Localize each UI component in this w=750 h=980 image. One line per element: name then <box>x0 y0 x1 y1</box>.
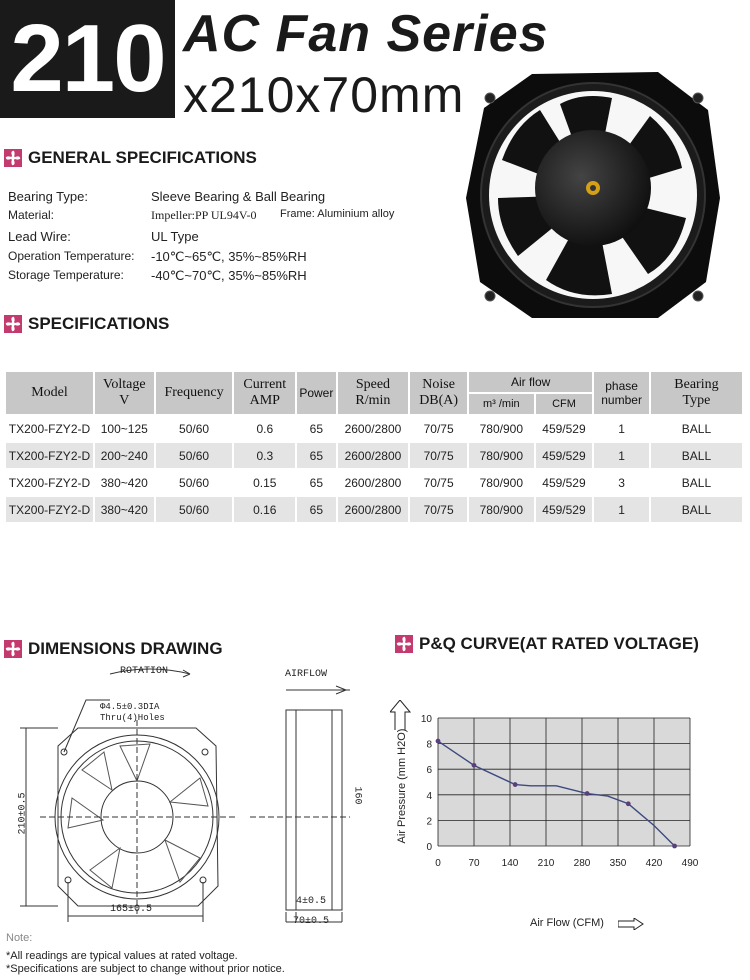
col-frequency: Frequency <box>156 372 233 414</box>
col-phase: phase number <box>594 372 649 414</box>
cell-airflow-cfm: 459/529 <box>542 475 586 490</box>
col-airflow-m3: m³ /min <box>469 394 534 414</box>
spec-row-lead-wire <box>8 229 448 245</box>
cell-speed: 2600/2800 <box>344 421 402 436</box>
cell-model: TX200-FZY2-D <box>8 421 91 436</box>
cell-current: 0.15 <box>253 475 277 490</box>
x-tick-label: 490 <box>681 858 699 869</box>
spec-value: -40℃~70℃, 35%~85%RH <box>151 268 307 283</box>
cell-bearing: BALL <box>651 497 742 522</box>
cell-power: 65 <box>309 475 324 490</box>
x-axis-arrow-icon <box>618 918 644 930</box>
cell-noise: 70/75 <box>410 443 467 468</box>
data-point <box>436 739 441 744</box>
dim-4-label: 4±0.5 <box>296 896 327 907</box>
col-voltage: Voltage V <box>95 372 154 414</box>
cell-current: 0.6 <box>256 421 274 436</box>
spec-value-secondary: Frame: Aluminium alloy <box>280 208 395 220</box>
y-tick-label: 4 <box>426 790 432 802</box>
spec-label: Operation Temperature: <box>8 249 135 263</box>
spec-value: Impeller:PP UL94V-0 <box>151 208 257 222</box>
spec-label: Bearing Type: <box>8 189 88 204</box>
cell-frequency: 50/60 <box>179 421 210 436</box>
col-airflow: Air flow <box>469 372 592 392</box>
spec-row-bearing <box>8 189 448 205</box>
cell-current: 0.3 <box>234 443 295 468</box>
holes-text-2: Thru(4)Holes <box>100 713 165 723</box>
note-line-1: *All readings are typical values at rated voltage. <box>6 950 238 962</box>
cell-power: 65 <box>297 443 335 468</box>
fan-logo-icon <box>4 149 22 167</box>
x-tick-label: 350 <box>609 858 627 869</box>
cell-speed: 2600/2800 <box>338 497 409 522</box>
holes-text-1: Φ4.5±0.3DIA <box>100 702 160 712</box>
specifications-heading <box>4 314 169 334</box>
series-number: 210 <box>10 5 165 112</box>
y-tick-label: 10 <box>420 714 432 725</box>
y-axis-label: Air Pressure (mm H2O) <box>396 728 408 844</box>
cell-airflow-m3: 780/900 <box>469 443 534 468</box>
fan-logo-icon <box>4 315 22 333</box>
cell-voltage: 100~125 <box>100 421 148 436</box>
y-tick-label: 2 <box>426 816 432 828</box>
cell-frequency: 50/60 <box>179 475 210 490</box>
spec-label: Lead Wire: <box>8 229 71 244</box>
dim-70-label: 70±0.5 <box>293 916 330 927</box>
cell-model: TX200-FZY2-D <box>8 475 91 490</box>
col-speed: Speed R/min <box>338 372 409 414</box>
cell-phase: 1 <box>594 443 649 468</box>
x-tick-label: 280 <box>573 858 591 869</box>
table-row <box>6 470 742 495</box>
fan-photo <box>462 68 724 322</box>
cell-noise: 70/75 <box>410 497 467 522</box>
cell-voltage: 380~420 <box>100 475 148 490</box>
general-spec-heading <box>4 148 257 168</box>
col-model: Model <box>6 372 93 414</box>
spec-row-material <box>8 208 448 224</box>
table-row <box>6 443 742 468</box>
cell-noise: 70/75 <box>423 475 454 490</box>
col-noise: Noise DB(A) <box>410 372 467 414</box>
cell-frequency: 50/60 <box>156 443 233 468</box>
col-current: Current AMP <box>234 372 295 414</box>
y-axis-arrow-icon <box>390 700 410 730</box>
cell-frequency: 50/60 <box>156 497 233 522</box>
pq-title: P&Q CURVE(AT RATED VOLTAGE) <box>419 634 699 653</box>
cell-airflow-cfm: 459/529 <box>542 421 586 436</box>
fan-logo-icon <box>4 640 22 658</box>
holes-annotation <box>100 702 165 724</box>
cell-speed: 2600/2800 <box>344 475 402 490</box>
rotation-label: ROTATION <box>120 666 169 677</box>
cell-bearing: BALL <box>681 475 712 490</box>
cell-airflow-cfm: 459/529 <box>536 497 593 522</box>
x-tick-label: 420 <box>645 858 663 869</box>
general-spec-title: GENERAL SPECIFICATIONS <box>28 148 257 167</box>
data-point <box>513 782 518 787</box>
x-tick-label: 210 <box>537 858 555 869</box>
cell-airflow-m3: 780/900 <box>469 497 534 522</box>
pq-heading <box>395 634 699 654</box>
col-airflow-cfm: CFM <box>536 394 593 414</box>
note-heading: Note: <box>6 932 33 944</box>
spec-value: UL Type <box>151 229 199 244</box>
fan-logo-icon <box>395 635 413 653</box>
y-tick-label: 0 <box>426 842 432 853</box>
cell-airflow-cfm: 459/529 <box>536 443 593 468</box>
cell-voltage: 380~420 <box>95 497 154 522</box>
spec-table <box>4 370 744 524</box>
dimensions-drawing <box>0 660 380 935</box>
dimensions-heading <box>4 639 223 659</box>
pq-chart <box>390 700 710 940</box>
note-line-2: *Specifications are subject to change without prior notice. <box>6 963 285 975</box>
cell-current: 0.16 <box>234 497 295 522</box>
series-title: AC Fan Series <box>183 5 549 63</box>
col-bearing: Bearing Type <box>651 372 742 414</box>
x-tick-label: 0 <box>435 858 441 869</box>
x-tick-label: 70 <box>468 858 480 869</box>
dimensions-title: DIMENSIONS DRAWING <box>28 639 223 658</box>
cell-phase: 1 <box>618 421 625 436</box>
y-tick-label: 6 <box>426 765 432 777</box>
table-row <box>6 497 742 522</box>
cell-phase: 3 <box>618 475 625 490</box>
data-point <box>672 844 677 849</box>
cell-noise: 70/75 <box>423 421 454 436</box>
dim-210-label: 210±0.5 <box>17 792 29 835</box>
cell-speed: 2600/2800 <box>338 443 409 468</box>
cell-model: TX200-FZY2-D <box>6 443 93 468</box>
series-size: x210x70mm <box>183 67 465 123</box>
specifications-title: SPECIFICATIONS <box>28 314 170 333</box>
y-tick-label: 8 <box>426 739 432 751</box>
spec-value: Sleeve Bearing & Ball Bearing <box>151 189 326 204</box>
data-point <box>472 763 477 768</box>
dim-160-label: 160 <box>351 786 363 805</box>
spec-label: Material: <box>8 208 55 222</box>
spec-label: Storage Temperature: <box>8 268 124 282</box>
col-power: Power <box>297 372 335 414</box>
table-row <box>6 416 742 441</box>
cell-power: 65 <box>309 421 324 436</box>
chart-plot-area <box>438 718 690 846</box>
airflow-label: AIRFLOW <box>285 669 328 680</box>
data-point <box>626 801 631 806</box>
cell-airflow-m3: 780/900 <box>479 421 523 436</box>
cell-phase: 1 <box>594 497 649 522</box>
data-point <box>585 791 590 796</box>
spec-value: -10℃~65℃, 35%~85%RH <box>151 249 307 264</box>
x-axis-label: Air Flow (CFM) <box>530 917 604 929</box>
cell-bearing: BALL <box>681 421 712 436</box>
cell-power: 65 <box>297 497 335 522</box>
cell-model: TX200-FZY2-D <box>6 497 93 522</box>
spec-row-storage-temp <box>8 268 448 284</box>
cell-airflow-m3: 780/900 <box>479 475 523 490</box>
cell-voltage: 200~240 <box>95 443 154 468</box>
dim-165-label: 165±0.5 <box>110 904 153 915</box>
x-tick-label: 140 <box>501 858 519 869</box>
spec-row-operation-temp <box>8 249 448 265</box>
cell-bearing: BALL <box>651 443 742 468</box>
